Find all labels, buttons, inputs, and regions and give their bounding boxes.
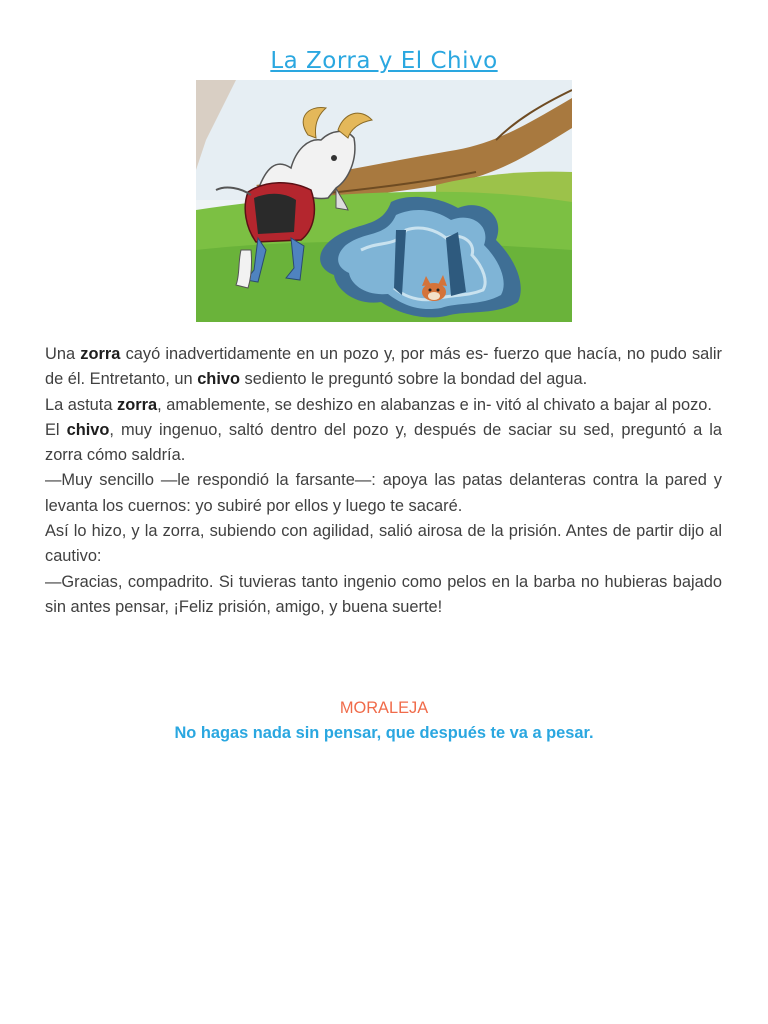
moral-label: MORALEJA bbox=[339, 699, 429, 717]
bold-word: zorra bbox=[117, 395, 158, 414]
bold-word: zorra bbox=[80, 345, 121, 363]
story-paragraph bbox=[45, 342, 722, 393]
story-paragraph bbox=[45, 418, 722, 469]
text-run: cayó inadvertidamente en un pozo y, por más es- fuerzo que hacía, no pudo salir de él. Entretanto, un bbox=[45, 345, 722, 389]
bold-word: chivo bbox=[66, 420, 110, 439]
text-run: La astuta bbox=[45, 395, 117, 414]
story-paragraph bbox=[45, 468, 722, 519]
story-paragraph bbox=[45, 393, 722, 418]
text-run: —Gracias, compadrito. Si tuvieras tanto ingenio como pelos en la barba no hubieras bajado sin antes pensar, ¡Feliz prisión, amigo, y buena suerte! bbox=[45, 572, 722, 616]
story-text bbox=[45, 342, 722, 620]
goat-fox-well-illustration bbox=[196, 80, 572, 322]
bold-word: chivo bbox=[197, 370, 240, 389]
page-title: La Zorra y El Chivo bbox=[270, 48, 498, 74]
story-paragraph bbox=[45, 519, 722, 570]
story-paragraph bbox=[45, 570, 722, 621]
moral-text: No hagas nada sin pensar, que después te va a pesar. bbox=[174, 724, 594, 742]
text-run: sediento le preguntó sobre la bondad del agua. bbox=[240, 370, 588, 389]
text-run: Una bbox=[45, 345, 81, 363]
text-run: , muy ingenuo, saltó dentro del pozo y, después de saciar su sed, preguntó a la zorra cómo saldría. bbox=[45, 420, 722, 465]
text-run: , amablemente, se deshizo en alabanzas e in- vitó al chivato a bajar al pozo. bbox=[157, 395, 712, 414]
text-run: El bbox=[45, 420, 67, 439]
text-run: Así lo hizo, y la zorra, subiendo con agilidad, salió airosa de la prisión. Antes de partir dijo al cautivo: bbox=[45, 522, 722, 566]
text-run: —Muy sencillo —le respondió la farsante—: apoya las patas delanteras contra la pared y levanta los cuernos: yo subiré por ellos y luego te sacaré. bbox=[45, 471, 722, 515]
